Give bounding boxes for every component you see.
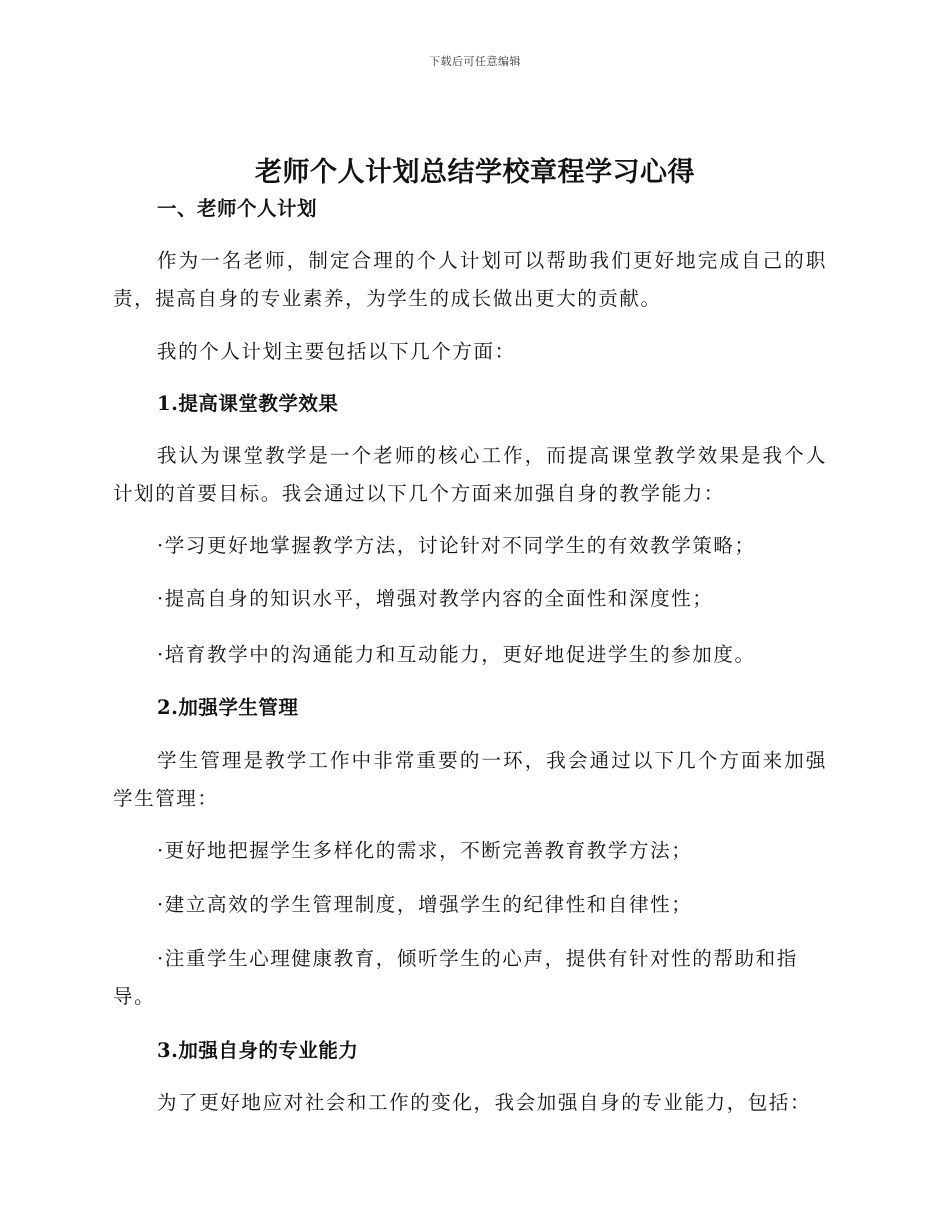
bullet-item: ·注重学生心理健康教育，倾听学生的心声，提供有针对性的帮助和指导。 <box>113 947 798 1008</box>
paragraph-student-management: 学生管理是教学工作中非常重要的一环，我会通过以下几个方面来加强学生管理： <box>113 749 827 810</box>
bullet-item: ·更好地把握学生多样化的需求，不断完善教育教学方法； <box>157 839 693 862</box>
subheading-student-management: 2.加强学生管理 <box>157 696 299 719</box>
header-note: 下载后可任意编辑 <box>429 55 521 68</box>
document-title: 老师个人计划总结学校章程学习心得 <box>255 157 695 188</box>
bullet-item: ·培育教学中的沟通能力和互动能力，更好地促进学生的参加度。 <box>157 643 756 666</box>
paragraph-teaching: 我认为课堂教学是一个老师的核心工作，而提高课堂教学效果是我个人计划的首要目标。我会通过以下几个方面来加强自身的教学能力： <box>113 444 827 505</box>
bullet-item: ·提高自身的知识水平，增强对教学内容的全面性和深度性； <box>157 587 714 610</box>
paragraph-plan-overview: 我的个人计划主要包括以下几个方面： <box>157 340 516 363</box>
section-heading-1: 一、老师个人计划 <box>157 197 318 220</box>
paragraph-intro: 作为一名老师，制定合理的个人计划可以帮助我们更好地完成自己的职责，提高自身的专业素养，为学生的成长做出更大的贡献。 <box>113 249 827 310</box>
subheading-professional-ability: 3.加强自身的专业能力 <box>157 1039 359 1062</box>
bullet-item: ·学习更好地掌握教学方法，讨论针对不同学生的有效教学策略； <box>157 534 756 557</box>
paragraph-professional-ability: 为了更好地应对社会和工作的变化，我会加强自身的专业能力，包括： <box>157 1091 812 1114</box>
subheading-teaching-effect: 1.提高课堂教学效果 <box>157 392 339 415</box>
bullet-item: ·建立高效的学生管理制度，增强学生的纪律性和自律性； <box>157 893 693 916</box>
